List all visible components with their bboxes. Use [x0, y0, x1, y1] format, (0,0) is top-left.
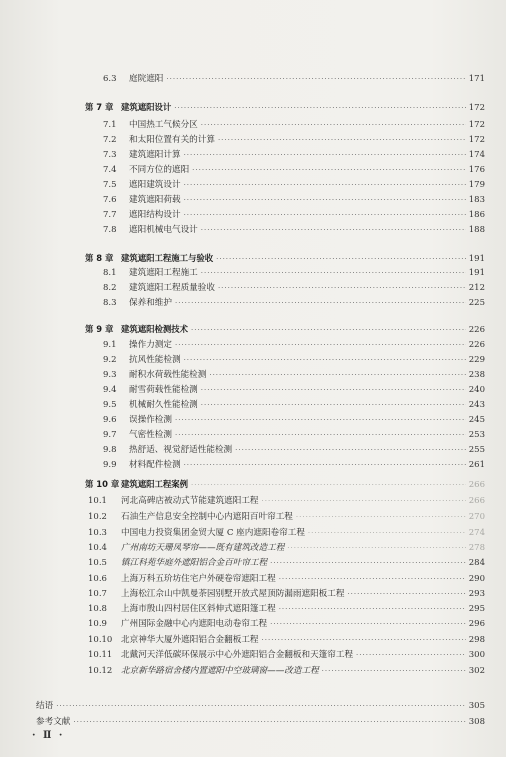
- toc-entry-row[interactable]: [103, 428, 485, 442]
- toc-entry-title: 结语: [36, 701, 54, 711]
- toc-entry-number: 第 9 章: [85, 324, 114, 334]
- toc-entry-row[interactable]: [103, 266, 485, 280]
- toc-entry-row[interactable]: [88, 633, 485, 647]
- toc-leader-dots: [209, 371, 465, 379]
- toc-entry-title: 参考文献: [36, 717, 71, 727]
- toc-entry-title: 建筑遮阳计算: [129, 150, 181, 160]
- toc-page-number: 238: [468, 370, 485, 380]
- toc-leader-dots: [287, 544, 465, 552]
- toc-entry-title: 热舒适、视觉舒适性能检测: [129, 445, 233, 455]
- toc-entry-number: 10.10: [88, 635, 113, 645]
- toc-entry-number: 10.5: [88, 558, 107, 568]
- toc-page-number: 308: [468, 717, 485, 727]
- toc-page-number: 261: [468, 460, 485, 470]
- toc-entry-row[interactable]: [103, 118, 485, 132]
- toc-page-number: 191: [468, 254, 485, 264]
- toc-page-number: 229: [468, 355, 485, 365]
- toc-leader-dots: [347, 590, 465, 598]
- toc-page-number: 186: [468, 210, 485, 220]
- toc-entry-row[interactable]: [88, 587, 485, 601]
- toc-entry-row[interactable]: [88, 541, 485, 555]
- toc-leader-dots: [175, 341, 466, 349]
- toc-leader-dots: [201, 401, 466, 409]
- toc-page-number: 245: [468, 415, 485, 425]
- toc-entry-row[interactable]: [88, 526, 485, 540]
- toc-page-number: 243: [468, 400, 485, 410]
- toc-entry-row[interactable]: [103, 133, 485, 147]
- toc-entry-row[interactable]: [103, 338, 485, 352]
- toc-entry-title: 建筑遮阳工程施工与验收: [121, 253, 214, 263]
- toc-leader-dots: [216, 255, 466, 263]
- toc-entry-title: 建筑遮阳设计: [121, 102, 172, 112]
- toc-leader-dots: [191, 326, 466, 334]
- toc-entry-title: 庭院遮阳: [129, 74, 164, 84]
- toc-entry-number: 第 10 章: [85, 479, 120, 489]
- toc-entry-row[interactable]: [36, 715, 485, 729]
- toc-leader-dots: [184, 211, 466, 219]
- toc-leader-dots: [201, 226, 466, 234]
- toc-leader-dots: [279, 575, 466, 583]
- toc-entry-title: 气密性检测: [129, 430, 172, 440]
- toc-entry-number: 9.1: [103, 340, 117, 350]
- toc-page-number: 172: [468, 120, 485, 130]
- toc-leader-dots: [56, 702, 466, 710]
- toc-page-number: 174: [468, 150, 485, 160]
- toc-leader-dots: [270, 559, 466, 567]
- toc-leader-dots: [192, 166, 466, 174]
- toc-entry-number: 10.3: [88, 528, 107, 538]
- page-number: · Ⅱ ·: [32, 730, 65, 741]
- toc-entry-row[interactable]: [103, 163, 485, 177]
- toc-entry-number: 7.5: [103, 180, 117, 190]
- toc-chapter-row[interactable]: [85, 101, 485, 115]
- toc-entry-row[interactable]: [36, 699, 485, 713]
- toc-entry-title: 广州南坊天珊凤琴帘——既有建筑改造工程: [121, 543, 285, 553]
- toc-entry-row[interactable]: [103, 383, 485, 397]
- toc-entry-row[interactable]: [103, 368, 485, 382]
- toc-leader-dots: [322, 667, 466, 675]
- toc-entry-title: 机械耐久性能检测: [129, 400, 198, 410]
- toc-leader-dots: [191, 481, 466, 489]
- toc-entry-number: 10.8: [88, 604, 107, 614]
- toc-page-number: 172: [468, 103, 485, 113]
- toc-page-number: 300: [468, 650, 485, 660]
- toc-entry-number: 10.11: [88, 650, 113, 660]
- toc-leader-dots: [270, 620, 466, 628]
- toc-page-number: 171: [468, 74, 485, 84]
- toc-leader-dots: [218, 136, 466, 144]
- toc-page-number: 188: [468, 225, 485, 235]
- toc-page-number: 176: [468, 165, 485, 175]
- toc-entry-title: 上海松江佘山中凯曼荼园别墅开放式屋顶防漏雨遮阳板工程: [121, 589, 345, 599]
- toc-page-number: 302: [468, 666, 485, 676]
- toc-entry-row[interactable]: [103, 178, 485, 192]
- toc-page-number: 172: [468, 135, 485, 145]
- toc-entry-number: 10.1: [88, 496, 107, 506]
- toc-entry-row[interactable]: [103, 193, 485, 207]
- toc-page-number: 191: [468, 268, 485, 278]
- toc-entry-number: 9.8: [103, 445, 117, 455]
- toc-page-number: 270: [468, 512, 485, 522]
- toc-entry-row[interactable]: [88, 556, 485, 570]
- toc-entry-title: 材料配件检测: [129, 460, 181, 470]
- toc-leader-dots: [73, 718, 465, 726]
- toc-entry-number: 9.5: [103, 400, 117, 410]
- toc-entry-title: 抗风性能检测: [129, 355, 181, 365]
- toc-leader-dots: [308, 529, 466, 537]
- toc-entry-number: 10.7: [88, 589, 107, 599]
- toc-entry-title: 石油生产信息安全控制中心内遮阳百叶帘工程: [121, 512, 293, 522]
- toc-leader-dots: [235, 446, 466, 454]
- toc-entry-title: 建筑遮阳工程质量验收: [129, 283, 215, 293]
- toc-page-number: 226: [468, 325, 485, 335]
- toc-entry-number: 10.12: [88, 666, 113, 676]
- toc-leader-dots: [175, 416, 466, 424]
- toc-chapter-row[interactable]: [85, 478, 485, 492]
- toc-leader-dots: [296, 513, 466, 521]
- toc-entry-number: 9.9: [103, 460, 117, 470]
- toc-leader-dots: [175, 299, 466, 307]
- toc-entry-row[interactable]: [103, 223, 485, 237]
- toc-page-number: 266: [468, 480, 485, 490]
- toc-entry-title: 建筑遮阳检测技术: [121, 324, 188, 334]
- toc-leader-dots: [175, 431, 466, 439]
- toc-entry-number: 9.7: [103, 430, 117, 440]
- toc-entry-number: 第 7 章: [85, 102, 114, 112]
- toc-entry-row[interactable]: [88, 664, 485, 678]
- toc-entry-title: 误操作检测: [129, 415, 172, 425]
- toc-entry-number: 9.6: [103, 415, 117, 425]
- toc-entry-title: 广州国际金融中心内遮阳电动卷帘工程: [121, 619, 268, 629]
- toc-entry-number: 第 8 章: [85, 253, 114, 263]
- toc-page-number: 225: [468, 298, 485, 308]
- toc-entry-title: 中国热工气候分区: [129, 120, 198, 130]
- toc-entry-title: 中国电力投资集团金贸大厦 C 座内遮阳卷帘工程: [121, 528, 305, 538]
- toc-entry-title: 和太阳位置有关的计算: [129, 135, 215, 145]
- toc-leader-dots: [262, 497, 466, 505]
- toc-leader-dots: [356, 651, 466, 659]
- toc-entry-title: 上海万科五玠坊住宅户外硬卷帘遮阳工程: [121, 574, 276, 584]
- toc-chapter-row[interactable]: [85, 323, 485, 337]
- toc-entry-title: 保养和维护: [129, 298, 172, 308]
- toc-entry-number: 7.3: [103, 150, 117, 160]
- toc-entry-row[interactable]: [103, 413, 485, 427]
- toc-page-number: 255: [468, 445, 485, 455]
- toc-entry-number: 9.2: [103, 355, 117, 365]
- toc-page-number: 298: [468, 635, 485, 645]
- toc-entry-number: 7.1: [103, 120, 117, 130]
- toc-page-number: 183: [468, 195, 485, 205]
- toc-entry-number: 10.2: [88, 512, 107, 522]
- toc-leader-dots: [184, 356, 466, 364]
- toc-entry-number: 8.1: [103, 268, 117, 278]
- toc-entry-title: 操作力测定: [129, 340, 172, 350]
- toc-page-number: 295: [468, 604, 485, 614]
- toc-entry-title: 镇江科苑华庭外遮阳铝合金百叶帘工程: [121, 558, 268, 568]
- toc-leader-dots: [201, 121, 466, 129]
- toc-entry-number: 7.2: [103, 135, 117, 145]
- toc-entry-title: 北京新华路宿舍楼内置遮阳中空玻璃窗——改造工程: [121, 666, 319, 676]
- toc-entry-title: 北戴河天洋低碳环保展示中心外遮阳铝合金翻板和天篷帘工程: [121, 650, 354, 660]
- toc-entry-title: 河北高碑店被动式节能建筑遮阳工程: [121, 496, 259, 506]
- toc-entry-title: 建筑遮阳工程案例: [121, 479, 188, 489]
- toc-page-number: 305: [468, 701, 485, 711]
- toc-entry-row[interactable]: [103, 148, 485, 162]
- toc-entry-row[interactable]: [103, 443, 485, 457]
- toc-entry-number: 10.9: [88, 619, 107, 629]
- toc-leader-dots: [201, 269, 466, 277]
- toc-page-number: 226: [468, 340, 485, 350]
- toc-page-number: 296: [468, 619, 485, 629]
- toc-entry-number: 6.3: [103, 74, 117, 84]
- toc-page-number: 266: [468, 496, 485, 506]
- toc-leader-dots: [262, 636, 466, 644]
- toc-entry-row[interactable]: [88, 510, 485, 524]
- toc-entry-row[interactable]: [103, 281, 485, 295]
- toc-entry-title: 建筑遮阳荷载: [129, 195, 181, 205]
- toc-entry-title: 耐积水荷载性能检测: [129, 370, 207, 380]
- toc-entry-row[interactable]: [103, 208, 485, 222]
- toc-page-number: 278: [468, 543, 485, 553]
- toc-page-number: 253: [468, 430, 485, 440]
- toc-entry-number: 9.3: [103, 370, 117, 380]
- toc-entry-title: 北京神华大厦外遮阳铝合金翻板工程: [121, 635, 259, 645]
- toc-page-number: 179: [468, 180, 485, 190]
- toc-entry-row[interactable]: [88, 494, 485, 508]
- toc-entry-row[interactable]: [103, 353, 485, 367]
- toc-entry-title: 上海市殷山四村居住区斜伸式遮阳篷工程: [121, 604, 276, 614]
- toc-entry-number: 7.7: [103, 210, 117, 220]
- toc-leader-dots: [201, 386, 466, 394]
- toc-entry-row[interactable]: [103, 72, 485, 86]
- toc-page-number: 212: [468, 283, 485, 293]
- toc-entry-title: 遮阳机械电气设计: [129, 225, 198, 235]
- toc-page-number: 293: [468, 589, 485, 599]
- toc-leader-dots: [279, 605, 466, 613]
- toc-leader-dots: [184, 461, 466, 469]
- toc-entry-title: 耐雪荷载性能检测: [129, 385, 198, 395]
- toc-page-number: 290: [468, 574, 485, 584]
- toc-entry-number: 7.8: [103, 225, 117, 235]
- toc-entry-number: 8.3: [103, 298, 117, 308]
- toc-entry-title: 遮阳建筑设计: [129, 180, 181, 190]
- toc-leader-dots: [184, 151, 466, 159]
- toc-page-number: 240: [468, 385, 485, 395]
- toc-page-number: 284: [468, 558, 485, 568]
- toc-entry-number: 9.4: [103, 385, 117, 395]
- toc-leader-dots: [166, 75, 465, 83]
- toc-page-number: 274: [468, 528, 485, 538]
- toc-entry-title: 建筑遮阳工程施工: [129, 268, 198, 278]
- toc-entry-number: 10.6: [88, 574, 107, 584]
- toc-entry-row[interactable]: [88, 648, 485, 662]
- toc-leader-dots: [184, 181, 466, 189]
- toc-entry-row[interactable]: [88, 572, 485, 586]
- toc-entry-row[interactable]: [103, 296, 485, 310]
- toc-entry-number: 10.4: [88, 543, 107, 553]
- toc-leader-dots: [184, 196, 466, 204]
- toc-entry-row[interactable]: [103, 398, 485, 412]
- toc-leader-dots: [174, 104, 466, 112]
- toc-entry-row[interactable]: [103, 458, 485, 472]
- toc-entry-row[interactable]: [88, 602, 485, 616]
- toc-entry-number: 8.2: [103, 283, 117, 293]
- toc-entry-row[interactable]: [88, 617, 485, 631]
- toc-leader-dots: [218, 284, 466, 292]
- toc-entry-number: 7.6: [103, 195, 117, 205]
- toc-entry-title: 遮阳结构设计: [129, 210, 181, 220]
- toc-entry-number: 7.4: [103, 165, 117, 175]
- toc-entry-title: 不同方位的遮阳: [129, 165, 190, 175]
- toc-chapter-row[interactable]: [85, 252, 485, 266]
